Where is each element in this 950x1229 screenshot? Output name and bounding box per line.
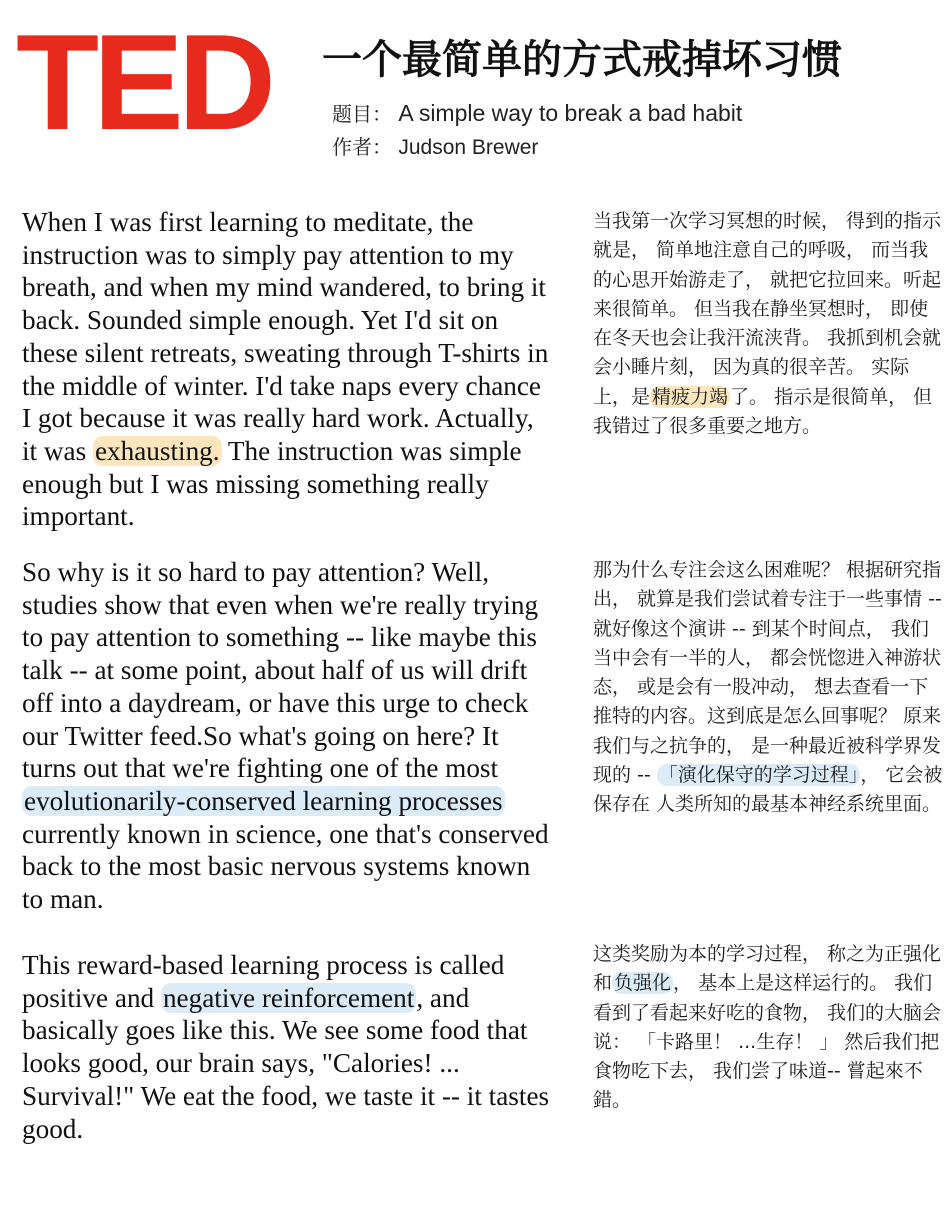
cn-text: 这类奖励为本的学习过程， 称之为正强化和	[593, 943, 942, 995]
cn-text: ， 基本上是这样运行的。 我们看到了看起来好吃的食物， 我们的大脑会说： 「卡路里！ ...生存！ 」 然后我们把食物吃下去， 我们尝了味道-- 嘗起來不錯。	[593, 972, 942, 1112]
en-text: This reward-based learning process is called positive and	[22, 950, 505, 1013]
cn-highlight: 负强化	[614, 972, 672, 995]
subject-label: 题目：	[332, 102, 392, 126]
en-highlight: evolutionarily-conserved learning processes	[24, 785, 503, 816]
en-text: , and basically goes like this. We see some food that looks good, our brain says, "Calories! ... Survival!" We eat the food, we taste it -- it tastes good.	[22, 982, 550, 1144]
author-label: 作者：	[332, 135, 392, 159]
cn-highlight: 「演化保守的学习过程」	[658, 764, 859, 787]
chinese-paragraph-2	[593, 556, 945, 820]
chinese-paragraph-1	[593, 207, 945, 441]
en-highlight: exhausting.	[94, 435, 220, 466]
cn-text: ， 它会被保存在 人类所知的最基本神经系统里面。	[593, 764, 943, 816]
author-value: Judson Brewer	[398, 136, 539, 159]
page-title: 一个最简单的方式戒掉坏习惯	[322, 37, 842, 83]
cn-highlight: 精疲力竭	[652, 385, 729, 408]
cn-text: 那为什么专注会这么困难呢？ 根据研究指出， 就算是我们尝试着专注于一些事情 -- 就好像这个演讲 -- 到某个时间点， 我们当中会有一半的人， 都会恍惚进入神游状态， 或是会有一股冲动， 想去查看一下推特的内容。这到底是怎么回事呢？ 原来我们与之抗争的， 是一种最近被科学界发现的 --	[593, 559, 942, 787]
en-text: When I was first learning to meditate, the instruction was to simply pay attention to my breath, and when my mind wandered, to bring it back. Sounded simple enough. Yet I'd sit on these silent retreats, sweating through T-shirts in the middle of winter. I'd take naps every chance I got because it was really hard work. Actually, it was	[22, 207, 549, 466]
english-paragraph-3	[22, 949, 552, 1145]
chinese-paragraph-3	[593, 940, 945, 1116]
english-paragraph-1	[22, 206, 552, 533]
ted-logo: TED	[16, 6, 270, 158]
cn-text: 了。 指示是很简单， 但我错过了很多重要之地方。	[593, 385, 933, 438]
talk-author	[332, 133, 538, 162]
en-highlight: negative reinforcement	[162, 982, 415, 1013]
english-paragraph-2	[22, 556, 552, 916]
cn-text: 当我第一次学习冥想的时候， 得到的指示就是， 简单地注意自己的呼吸， 而当我的心思开始游走了， 就把它拉回来。听起来很简单。 但当我在静坐冥想时， 即使在冬天也会让我汗流浃背。 我抓到机会就会小睡片刻， 因为真的很辛苦。 实际上，是	[593, 210, 942, 408]
en-text: The instruction was simple enough but I was missing something really important.	[22, 435, 522, 532]
talk-subject	[332, 99, 742, 128]
subject-value: A simple way to break a bad habit	[398, 100, 743, 126]
en-text: currently known in science, one that's conserved back to the most basic nervous systems known to man.	[22, 818, 549, 915]
en-text: So why is it so hard to pay attention? Well, studies show that even when we're really trying to pay attention to something -- like maybe this talk -- at some point, about half of us will drift off into a daydream, or have this urge to check our Twitter feed.So what's going on here? It turns out that we're fighting one of the most	[22, 557, 539, 784]
